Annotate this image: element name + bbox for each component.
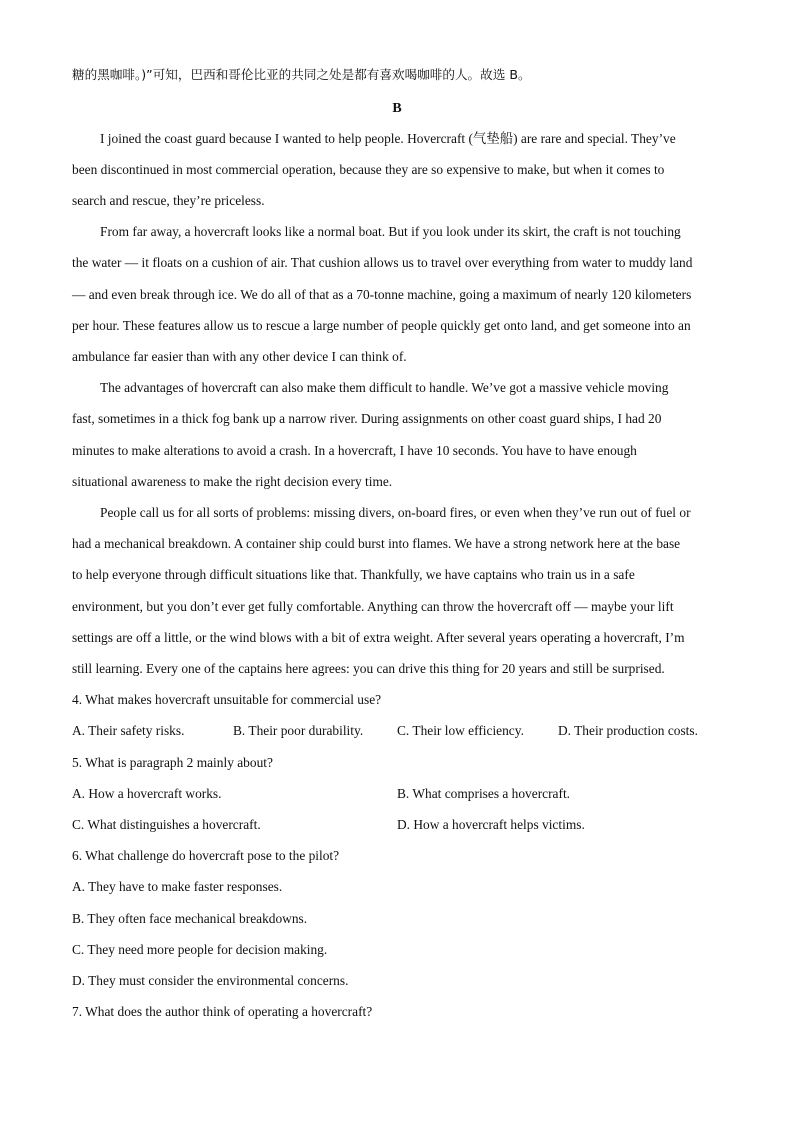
- question-5-option-c: C. What distinguishes a hovercraft.: [72, 817, 261, 832]
- question-6-option-a: A. They have to make faster responses.: [72, 879, 283, 894]
- paragraph-1-line: I joined the coast guard because I wanted to help people. Hovercraft (气垫船) are rare and special. They’ve: [100, 131, 676, 146]
- paragraph-4-line: still learning. Every one of the captains here agrees: you can drive this thing for 20 years and still be surprised.: [72, 661, 665, 676]
- question-5-option-d: D. How a hovercraft helps victims.: [397, 817, 585, 832]
- paragraph-3-line: The advantages of hovercraft can also make them difficult to handle. We’ve got a massive vehicle moving: [100, 380, 669, 395]
- question-7-stem: 7. What does the author think of operating a hovercraft?: [72, 1004, 373, 1019]
- previous-answer-explanation: 糖的黑咖啡。)”可知，巴西和哥伦比亚的共同之处是都有喜欢喝咖啡的人。故选 B。: [72, 67, 531, 82]
- question-6-stem: 6. What challenge do hovercraft pose to the pilot?: [72, 848, 340, 863]
- question-5-option-a: A. How a hovercraft works.: [72, 786, 222, 801]
- question-4-option-a: A. Their safety risks.: [72, 723, 185, 738]
- paragraph-2-line: — and even break through ice. We do all of that as a 70-tonne machine, going a maximum of nearly 120 kilometers: [72, 287, 692, 302]
- paragraph-2-line: ambulance far easier than with any other device I can think of.: [72, 349, 407, 364]
- paragraph-2-line: per hour. These features allow us to rescue a large number of people quickly get onto land, and get someone into an: [72, 318, 691, 333]
- paragraph-3-line: situational awareness to make the right decision every time.: [72, 474, 393, 489]
- question-4-option-b: B. Their poor durability.: [233, 723, 364, 738]
- paragraph-4-line: settings are off a little, or the wind blows with a bit of extra weight. After several years operating a hovercraft, I’m: [72, 630, 685, 645]
- paragraph-3-line: minutes to make alterations to avoid a crash. In a hovercraft, I have 10 seconds. You have to have enough: [72, 443, 637, 458]
- section-heading: B: [392, 101, 402, 116]
- question-6-option-b: B. They often face mechanical breakdowns.: [72, 911, 308, 926]
- question-4-option-c: C. Their low efficiency.: [397, 723, 524, 738]
- paragraph-3-line: fast, sometimes in a thick fog bank up a narrow river. During assignments on other coast guard ships, I had 20: [72, 411, 662, 426]
- paragraph-4-line: to help everyone through difficult situations like that. Thankfully, we have captains who train us in a safe: [72, 567, 635, 582]
- paragraph-2-line: the water — it floats on a cushion of air. That cushion allows us to travel over everything from water to muddy land: [72, 255, 693, 270]
- paragraph-1-line: search and rescue, they’re priceless.: [72, 193, 265, 208]
- paragraph-4-line: People call us for all sorts of problems: missing divers, on-board fires, or even when they’ve run out of fuel or: [100, 505, 691, 520]
- question-4-option-d: D. Their production costs.: [558, 723, 698, 738]
- paragraph-4-line: had a mechanical breakdown. A container ship could burst into flames. We have a strong network here at the base: [72, 536, 681, 551]
- question-5-stem: 5. What is paragraph 2 mainly about?: [72, 755, 273, 770]
- question-6-option-c: C. They need more people for decision making.: [72, 942, 328, 957]
- paragraph-1-line: been discontinued in most commercial operation, because they are so expensive to make, but when it comes to: [72, 162, 665, 177]
- question-6-option-d: D. They must consider the environmental concerns.: [72, 973, 349, 988]
- paragraph-2-line: From far away, a hovercraft looks like a normal boat. But if you look under its skirt, the craft is not touching: [100, 224, 681, 239]
- paragraph-4-line: environment, but you don’t ever get fully comfortable. Anything can throw the hovercraft off — maybe your lift: [72, 599, 674, 614]
- question-4-stem: 4. What makes hovercraft unsuitable for commercial use?: [72, 692, 382, 707]
- question-5-option-b: B. What comprises a hovercraft.: [397, 786, 571, 801]
